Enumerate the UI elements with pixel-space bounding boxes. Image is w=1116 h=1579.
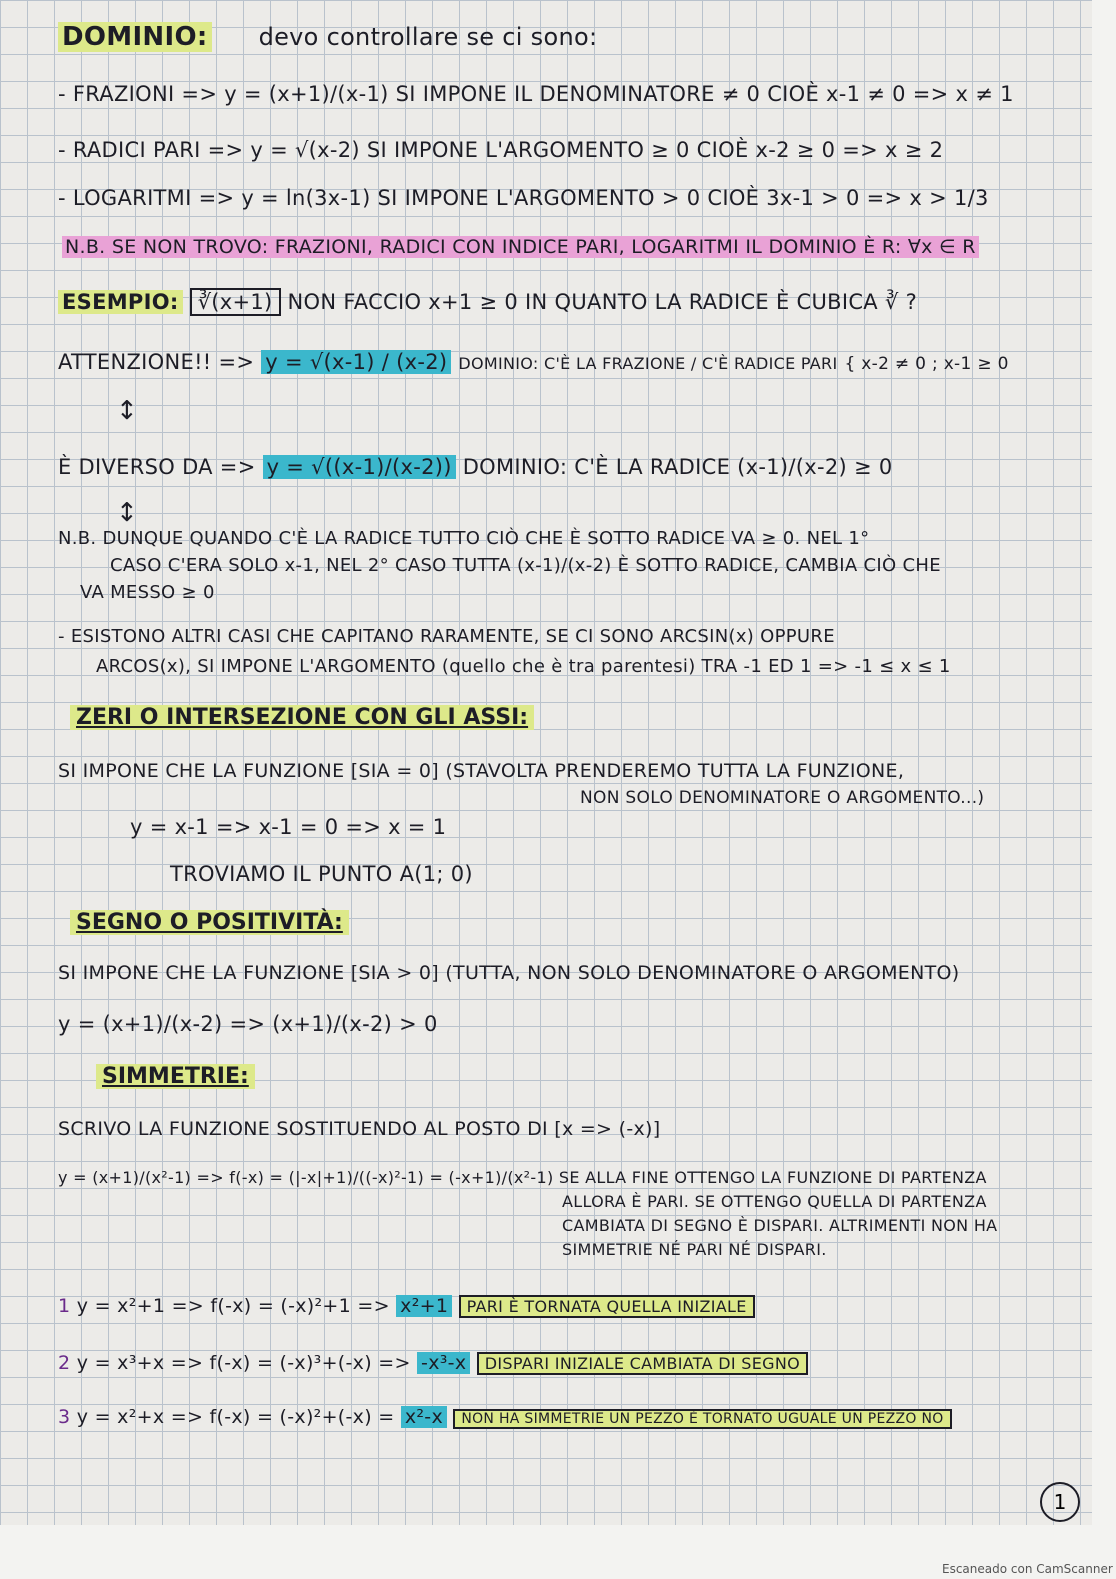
sim-example-3 [58,1406,952,1428]
double-arrow-icon: ↕ [116,396,139,426]
simmetrie-title: SIMMETRIE: [96,1064,255,1089]
example-result: x²+1 [396,1295,452,1317]
example-text: y = x³+x => f(-x) = (-x)³+(-x) => [76,1352,411,1374]
zeri-line-3: y = x-1 => x-1 = 0 => x = 1 [130,815,447,839]
zeri-line-4: TROVIAMO IL PUNTO A(1; 0) [170,862,473,886]
example-text: y = x²+x => f(-x) = (-x)²+(-x) = [76,1406,395,1428]
esempio-formula: ∛(x+1) [190,288,281,316]
attenzione-text: DOMINIO: C'È LA FRAZIONE / C'È RADICE PARI [458,354,838,373]
example-number: 2 [58,1352,71,1374]
nb-dominio: N.B. SE NON TROVO: FRAZIONI, RADICI CON INDICE PARI, LOGARITMI IL DOMINIO È R: ∀x ∈ R [62,236,979,258]
sim-line-2: y = (x+1)/(x²-1) => f(-x) = (|-x|+1)/((-x)²-1) = (-x+1)/(x²-1) SE ALLA FINE OTTENGO LA FUNZIONE DI PARTENZA [58,1168,987,1187]
arcs-line-1: - ESISTONO ALTRI CASI CHE CAPITANO RARAMENTE, SE CI SONO ARCSIN(x) OPPURE [58,626,835,647]
diverso-cond: (x-1)/(x-2) ≥ 0 [737,455,893,479]
segno-line-2: y = (x+1)/(x-2) => (x+1)/(x-2) > 0 [58,1012,438,1036]
double-arrow-icon-2: ↕ [116,498,139,528]
example-note: PARI È TORNATA QUELLA INIZIALE [459,1295,755,1318]
diverso-row [58,455,893,479]
esempio-text: NON FACCIO x+1 ≥ 0 IN QUANTO LA RADICE È CUBICA ∛ ? [287,290,918,314]
example-note: DISPARI INIZIALE CAMBIATA DI SEGNO [477,1352,808,1375]
sim-line-3: ALLORA È PARI. SE OTTENGO QUELLA DI PARTENZA [562,1192,987,1211]
attenzione-row [58,350,1009,374]
example-note: NON HA SIMMETRIE UN PEZZO È TORNATO UGUALE UN PEZZO NO [453,1409,951,1429]
example-result: x²-x [401,1406,447,1428]
example-number: 3 [58,1406,71,1428]
sim-line-4: CAMBIATA DI SEGNO È DISPARI. ALTRIMENTI NON HA [562,1216,998,1235]
line-radici: - RADICI PARI => y = √(x-2) SI IMPONE L'ARGOMENTO ≥ 0 CIOÈ x-2 ≥ 0 => x ≥ 2 [58,138,944,162]
sim-line-1: SCRIVO LA FUNZIONE SOSTITUENDO AL POSTO DI [x => (-x)] [58,1118,661,1140]
sim-example-2 [58,1352,808,1374]
diverso-label: È DIVERSO DA => [58,455,256,479]
page-number: 1 [1040,1482,1080,1522]
example-result: -x³-x [417,1352,470,1374]
dominio-heading-row [58,22,597,52]
example-number: 1 [58,1295,71,1317]
nb2-line-1: N.B. DUNQUE QUANDO C'È LA RADICE TUTTO CIÒ CHE È SOTTO RADICE VA ≥ 0. NEL 1° [58,528,870,549]
attenzione-label: ATTENZIONE!! => [58,350,255,374]
example-text: y = x²+1 => f(-x) = (-x)²+1 => [76,1295,390,1317]
dominio-intro: devo controllare se ci sono: [258,23,598,51]
nb2-line-2: CASO C'ERA SOLO x-1, NEL 2° CASO TUTTA (x-1)/(x-2) È SOTTO RADICE, CAMBIA CIÒ CHE [110,555,941,576]
esempio-row [58,290,917,314]
diverso-formula: y = √((x-1)/(x-2)) [263,455,456,479]
nb2-line-3: VA MESSO ≥ 0 [80,582,215,603]
zeri-line-2: NON SOLO DENOMINATORE O ARGOMENTO...) [580,788,985,808]
segno-line-1: SI IMPONE CHE LA FUNZIONE [SIA > 0] (TUTTA, NON SOLO DENOMINATORE O ARGOMENTO) [58,962,960,984]
sim-line-5: SIMMETRIE NÉ PARI NÉ DISPARI. [562,1240,827,1259]
line-frazioni: - FRAZIONI => y = (x+1)/(x-1) SI IMPONE IL DENOMINATORE ≠ 0 CIOÈ x-1 ≠ 0 => x ≠ 1 [58,82,1014,106]
scanner-footer: Escaneado con CamScanner [942,1562,1113,1576]
sim-example-1 [58,1295,755,1317]
attenzione-formula: y = √(x-1) / (x-2) [261,350,451,374]
attenzione-system: { x-2 ≠ 0 ; x-1 ≥ 0 [844,354,1009,374]
diverso-text: DOMINIO: C'È LA RADICE [462,455,731,479]
dominio-title: DOMINIO: [58,22,212,52]
arcs-line-2: ARCOS(x), SI IMPONE L'ARGOMENTO (quello che è tra parentesi) TRA -1 ED 1 => -1 ≤ x ≤ 1 [96,656,951,677]
zeri-line-1: SI IMPONE CHE LA FUNZIONE [SIA = 0] (STAVOLTA PRENDEREMO TUTTA LA FUNZIONE, [58,760,905,782]
esempio-label: ESEMPIO: [58,290,183,314]
segno-title: SEGNO O POSITIVITÀ: [70,910,349,935]
line-logaritmi: - LOGARITMI => y = ln(3x-1) SI IMPONE L'ARGOMENTO > 0 CIOÈ 3x-1 > 0 => x > 1/3 [58,186,989,210]
zeri-title: ZERI O INTERSEZIONE CON GLI ASSI: [70,705,534,730]
